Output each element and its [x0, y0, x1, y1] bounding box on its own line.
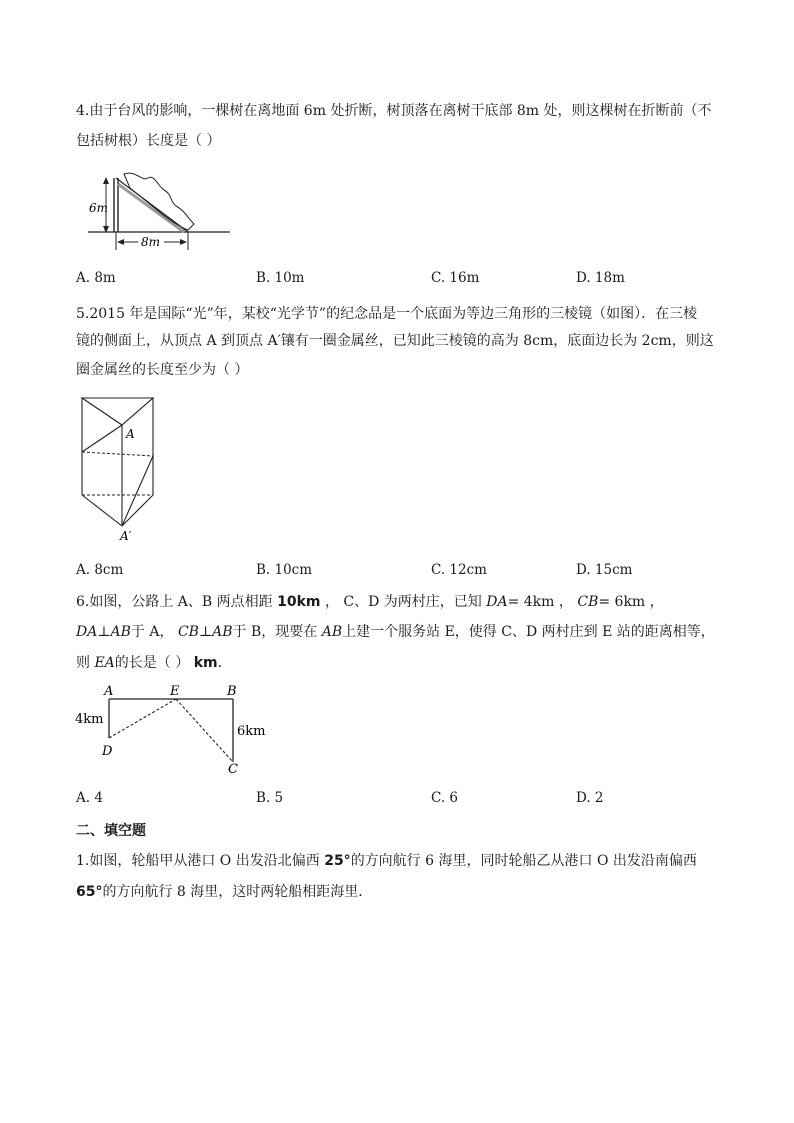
q6-l1-d: DA: [486, 594, 508, 610]
q6-point-c: C: [228, 762, 238, 777]
q6-point-d: D: [102, 744, 113, 759]
q6-road-figure: [74, 682, 274, 778]
q5-text-line1: 5.2015 年是国际“光”年，某校“光学节”的纪念品是一个底面为等边三角形的三棱镜（如图）．在三棱: [76, 306, 698, 322]
f1-l1-c: 的方向航行 6 海里，同时轮船乙从港口 O 出发沿南偏西: [350, 853, 697, 869]
q4-option-b[interactable]: B. 10m: [256, 270, 305, 286]
q6-l2-e: CB: [177, 624, 199, 640]
q4-option-d[interactable]: D. 18m: [576, 270, 625, 286]
q5-vertex-a-prime: A′: [120, 529, 132, 543]
q6-l3-c: 的长是（ ）: [114, 655, 190, 671]
f1-text-line2: [76, 882, 726, 902]
q6-l3-e: ．: [217, 655, 232, 671]
section-title-fill-in: 二、填空题: [76, 823, 146, 839]
q5-option-c[interactable]: C. 12cm: [431, 562, 487, 578]
q6-l2-d: 于 A，: [130, 624, 174, 640]
q6-l2-c: AB: [110, 624, 131, 640]
q5-text-line2: 镜的侧面上，从顶点 A 到顶点 A′镶有一圈金属丝，已知此三棱镜的高为 8cm，底面边长为 2cm，则这: [76, 333, 714, 349]
q6-l1-b: 10km: [277, 594, 321, 610]
q4-base-label: 8m: [141, 235, 161, 249]
f1-l1-b: 25°: [324, 853, 351, 869]
q6-l1-f: ，: [558, 594, 573, 610]
q5-option-b[interactable]: B. 10cm: [256, 562, 313, 578]
q4-text-line1: 4.由于台风的影响，一棵树在离地面 6m 处折断，树顶落在离树干底部 8m 处，则这棵树在折断前（不: [76, 103, 712, 119]
q5-option-d[interactable]: D. 15cm: [576, 562, 633, 578]
q6-point-a: A: [104, 684, 114, 699]
q6-l1-h: = 6km: [598, 594, 646, 610]
q4-option-c[interactable]: C. 16m: [431, 270, 480, 286]
q5-vertex-a: A: [126, 427, 135, 441]
q6-l3-a: 则: [76, 655, 90, 671]
q6-option-d[interactable]: D. 2: [576, 790, 604, 806]
q6-option-a[interactable]: A. 4: [76, 790, 103, 806]
q6-l1-c: ， C、D 为两村庄，已知: [324, 594, 482, 610]
q6-point-e: E: [170, 684, 180, 699]
q6-l2-i: AB: [321, 624, 343, 640]
q6-l2-g: AB: [212, 624, 233, 640]
q6-l2-j: 上建一个服务站 E，使得 C、D 两村庄到 E 站的距离相等，: [342, 624, 715, 640]
f1-l2-b: 的方向航行 8 海里，这时两轮船相距海里．: [102, 884, 373, 900]
q6-l2-h: 于 B，现要在: [232, 624, 318, 640]
q6-l1-g: CB: [577, 594, 599, 610]
q6-text-line1: [76, 592, 726, 612]
q4-height-label: 6m: [89, 201, 109, 215]
q5-text-line3: 圈金属丝的长度至少为（ ）: [76, 362, 249, 378]
q4-tree-figure: [84, 166, 244, 256]
f1-l2-a: 65°: [76, 884, 103, 900]
q6-l3-b: EA: [94, 655, 115, 671]
q5-prism-figure: [76, 392, 166, 544]
q6-point-b: B: [227, 684, 237, 699]
f1-l1-a: 1.如图，轮船甲从港口 O 出发沿北偏西: [76, 853, 320, 869]
q6-l1-e: = 4km: [507, 594, 555, 610]
q6-l3-d: km: [193, 655, 218, 671]
q6-right-length: 6km: [237, 724, 266, 739]
q6-text-line2: [76, 622, 726, 642]
f1-text-line1: [76, 851, 726, 871]
q6-left-length: 4km: [75, 712, 104, 727]
q4-option-a[interactable]: A. 8m: [76, 270, 116, 286]
q4-text-line2: 包括树根）长度是（ ）: [76, 133, 221, 149]
q5-option-a[interactable]: A. 8cm: [76, 562, 124, 578]
q6-text-line3: [76, 653, 726, 673]
q6-l1-i: ，: [649, 594, 664, 610]
q6-option-b[interactable]: B. 5: [256, 790, 284, 806]
q6-l2-b: ⊥: [97, 624, 111, 640]
q6-l1-a: 6.如图，公路上 A、B 两点相距: [76, 594, 273, 610]
q6-l2-a: DA: [76, 624, 98, 640]
q6-option-c[interactable]: C. 6: [431, 790, 459, 806]
q6-l2-f: ⊥: [198, 624, 213, 640]
